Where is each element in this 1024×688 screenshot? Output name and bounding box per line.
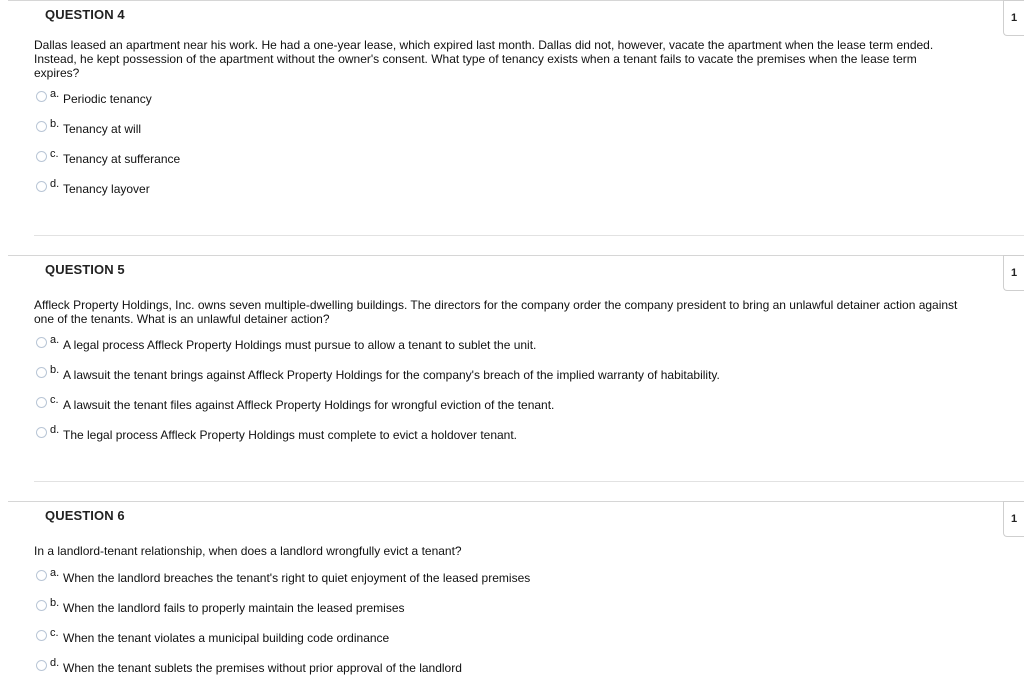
option-text[interactable]: When the landlord fails to properly maintain the leased premises (63, 601, 405, 615)
option-b[interactable] (36, 365, 936, 385)
points-box: 1 (1003, 501, 1024, 537)
section-divider (34, 235, 1024, 236)
option-text[interactable]: A legal process Affleck Property Holdings must pursue to allow a tenant to sublet the unit. (63, 338, 537, 352)
option-b[interactable] (36, 119, 936, 139)
radio-button[interactable] (36, 600, 47, 611)
radio-button[interactable] (36, 367, 47, 378)
section-divider (34, 481, 1024, 482)
points-box: 1 (1003, 255, 1024, 291)
option-text[interactable]: Tenancy at sufferance (63, 152, 181, 166)
option-letter: a. (50, 567, 60, 579)
radio-button[interactable] (36, 397, 47, 408)
option-text[interactable]: The legal process Affleck Property Holdings must complete to evict a holdover tenant. (63, 428, 518, 442)
option-letter: d. (50, 178, 60, 190)
option-text[interactable]: Tenancy at will (63, 122, 142, 136)
points-box: 1 (1003, 0, 1024, 36)
radio-button[interactable] (36, 91, 47, 102)
option-letter: c. (50, 148, 59, 160)
option-letter: a. (50, 88, 60, 100)
option-c[interactable] (36, 395, 936, 415)
radio-button[interactable] (36, 121, 47, 132)
question-text: In a landlord-tenant relationship, when does a landlord wrongfully evict a tenant? (34, 544, 462, 558)
option-a[interactable] (36, 335, 936, 355)
option-letter: a. (50, 334, 60, 346)
option-letter: d. (50, 424, 60, 436)
option-b[interactable] (36, 598, 936, 618)
option-c[interactable] (36, 628, 936, 648)
option-d[interactable] (36, 425, 936, 445)
question-5-header (8, 255, 1024, 290)
option-letter: d. (50, 657, 60, 669)
option-letter: b. (50, 597, 60, 609)
option-text[interactable]: Tenancy layover (63, 182, 150, 196)
option-text[interactable]: When the tenant sublets the premises without prior approval of the landlord (63, 661, 462, 675)
question-title: QUESTION 6 (45, 508, 125, 523)
question-title: QUESTION 4 (45, 7, 125, 22)
option-letter: b. (50, 118, 60, 130)
option-text[interactable]: A lawsuit the tenant brings against Affleck Property Holdings for the company's breach of the implied warranty of habitability. (63, 368, 720, 382)
option-d[interactable] (36, 658, 936, 678)
question-4-header (8, 0, 1024, 35)
radio-button[interactable] (36, 427, 47, 438)
radio-button[interactable] (36, 630, 47, 641)
option-letter: c. (50, 627, 59, 639)
option-text[interactable]: A lawsuit the tenant files against Affleck Property Holdings for wrongful eviction of the tenant. (63, 398, 555, 412)
question-text: Dallas leased an apartment near his work. He had a one-year lease, which expired last month. Dallas did not, however, vacate the apartment when the lease term ended. Instead, he kept possession of the apartment without the owner's consent. What type of tenancy exists when a tenant fails to vacate the premises when the lease term expires? (34, 38, 934, 80)
question-6-header (8, 501, 1024, 536)
radio-button[interactable] (36, 181, 47, 192)
question-title: QUESTION 5 (45, 262, 125, 277)
option-d[interactable] (36, 179, 936, 199)
radio-button[interactable] (36, 337, 47, 348)
option-letter: b. (50, 364, 60, 376)
question-text: Affleck Property Holdings, Inc. owns seven multiple-dwelling buildings. The directors for the company order the company president to bring an unlawful detainer action against one of the tenants. What is an unlawful detainer action? (34, 298, 958, 326)
option-text[interactable]: Periodic tenancy (63, 92, 152, 106)
option-c[interactable] (36, 149, 936, 169)
radio-button[interactable] (36, 660, 47, 671)
option-text[interactable]: When the tenant violates a municipal building code ordinance (63, 631, 390, 645)
radio-button[interactable] (36, 570, 47, 581)
radio-button[interactable] (36, 151, 47, 162)
option-letter: c. (50, 394, 59, 406)
option-text[interactable]: When the landlord breaches the tenant's right to quiet enjoyment of the leased premises (63, 571, 531, 585)
option-a[interactable] (36, 89, 936, 109)
option-a[interactable] (36, 568, 936, 588)
